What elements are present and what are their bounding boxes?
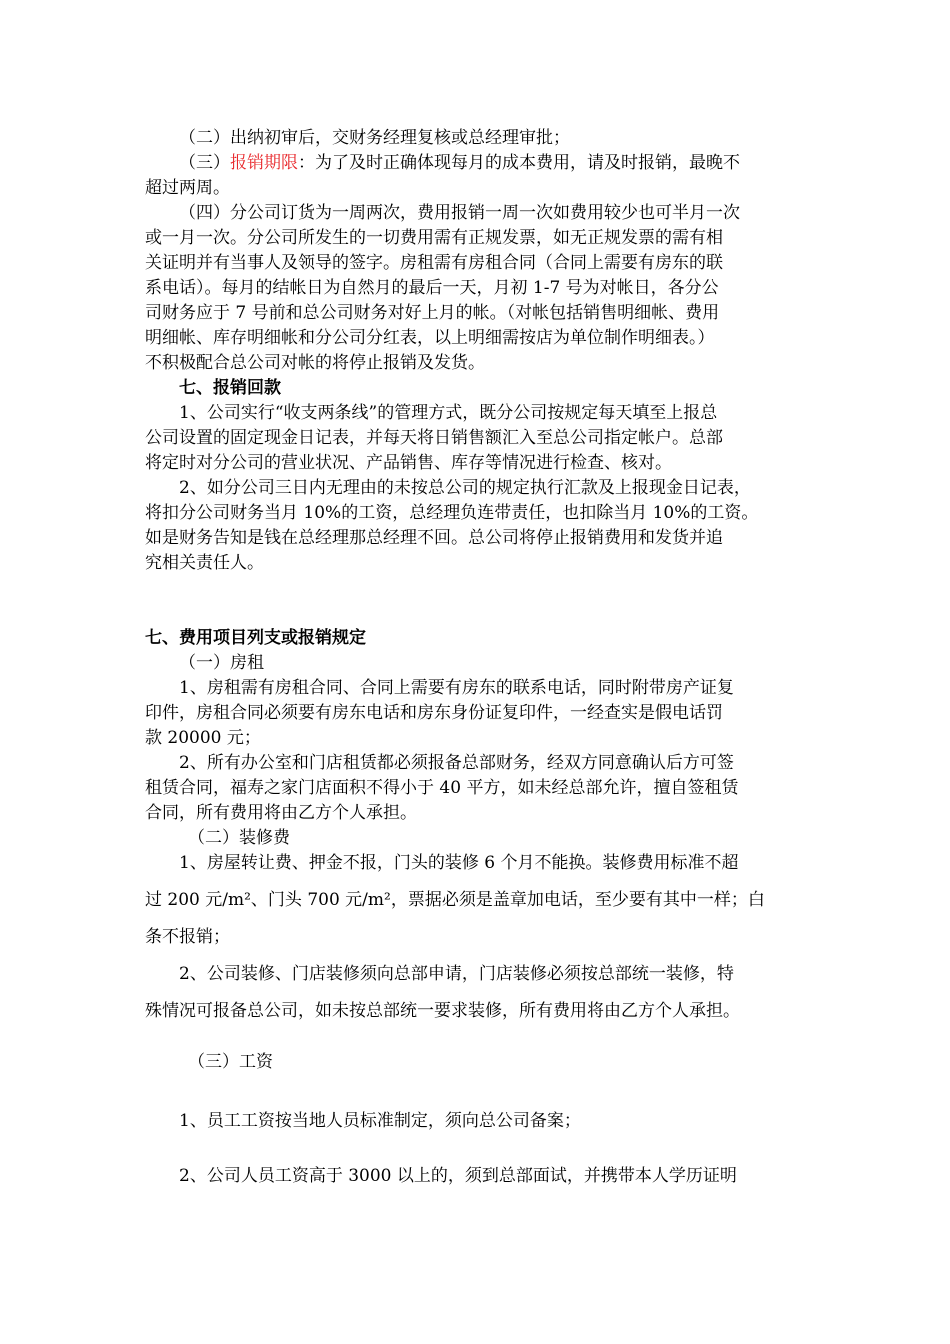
paragraph-line: 租赁合同，福寿之家门店面积不得小于 40 平方，如未经总部允许，擅自签租赁 <box>145 778 739 798</box>
paragraph-line: 2、公司装修、门店装修须向总部申请，门店装修必须按总部统一装修，特 <box>179 964 734 984</box>
subsection-title: （二）装修费 <box>188 828 290 848</box>
paragraph-line: 过 200 元/m²、门头 700 元/m²，票据必须是盖章加电话，至少要有其中一样；白 <box>145 890 765 910</box>
paragraph-line: 2、如分公司三日内无理由的未按总公司的规定执行汇款及上报现金日记表， <box>179 478 751 498</box>
paragraph-line: 殊情况可报备总公司，如未按总部统一要求装修，所有费用将由乙方个人承担。 <box>145 1001 740 1021</box>
paragraph-line: 印件，房租合同必须要有房东电话和房东身份证复印件，一经查实是假电话罚 <box>145 703 723 723</box>
paragraph-line: 2、公司人员工资高于 3000 以上的，须到总部面试，并携带本人学历证明 <box>179 1166 737 1186</box>
paragraph-line: 2、所有办公室和门店租赁都必须报备总部财务，经双方同意确认后方可签 <box>179 753 734 773</box>
paragraph-line: 如是财务告知是钱在总经理那总经理不回。总公司将停止报销费用和发货并追 <box>145 528 723 548</box>
paragraph-line: 司财务应于 7 号前和总公司财务对好上月的帐。（对帐包括销售明细帐、费用 <box>145 303 720 323</box>
paragraph-line: 款 20000 元； <box>145 728 261 748</box>
paragraph-line: 公司设置的固定现金日记表，并每天将日销售额汇入至总公司指定帐户。总部 <box>145 428 723 448</box>
paragraph-line: 不积极配合总公司对帐的将停止报销及发货。 <box>145 353 485 373</box>
paragraph-line: 合同，所有费用将由乙方个人承担。 <box>145 803 417 823</box>
paragraph-line: 究相关责任人。 <box>145 553 264 573</box>
paragraph-line: 明细帐、库存明细帐和分公司分红表，以上明细需按店为单位制作明细表。） <box>145 328 715 348</box>
paragraph-line: （三）报销期限：为了及时正确体现每月的成本费用，请及时报销，最晚不 <box>179 153 740 173</box>
paragraph-line: 将扣分公司财务当月 10%的工资，总经理负连带责任，也扣除当月 10%的工资。 <box>145 503 759 523</box>
paragraph-line: 1、房租需有房租合同、合同上需要有房东的联系电话，同时附带房产证复 <box>179 678 734 698</box>
paragraph-line: 1、房屋转让费、押金不报，门头的装修 6 个月不能换。装修费用标准不超 <box>179 853 739 873</box>
paragraph-line: 将定时对分公司的营业状况、产品销售、库存等情况进行检查、核对。 <box>145 453 672 473</box>
paragraph-line: （四）分公司订货为一周两次，费用报销一周一次如费用较少也可半月一次 <box>179 203 740 223</box>
paragraph-line: （二）出纳初审后，交财务经理复核或总经理审批； <box>179 128 570 148</box>
paragraph-line: 关证明并有当事人及领导的签字。房租需有房租合同（合同上需要有房东的联 <box>145 253 723 273</box>
paragraph-line: 1、员工工资按当地人员标准制定，须向总公司备案； <box>179 1111 581 1131</box>
paragraph-line: 系电话）。每月的结帐日为自然月的最后一天，月初 1-7 号为对帐日，各分公 <box>145 278 719 298</box>
paragraph-line: 1、公司实行“收支两条线”的管理方式，既分公司按规定每天填至上报总 <box>179 403 718 423</box>
section-heading: 七、报销回款 <box>179 378 281 398</box>
subsection-title: （三）工资 <box>188 1052 273 1072</box>
highlight-term: 报销期限 <box>230 153 298 173</box>
subsection-title: （一）房租 <box>179 653 264 673</box>
section-heading: 七、费用项目列支或报销规定 <box>145 628 366 648</box>
paragraph-line: 或一月一次。分公司所发生的一切费用需有正规发票，如无正规发票的需有相 <box>145 228 723 248</box>
paragraph-line: 条不报销； <box>145 927 230 947</box>
paragraph-line: 超过两周。 <box>145 178 230 198</box>
